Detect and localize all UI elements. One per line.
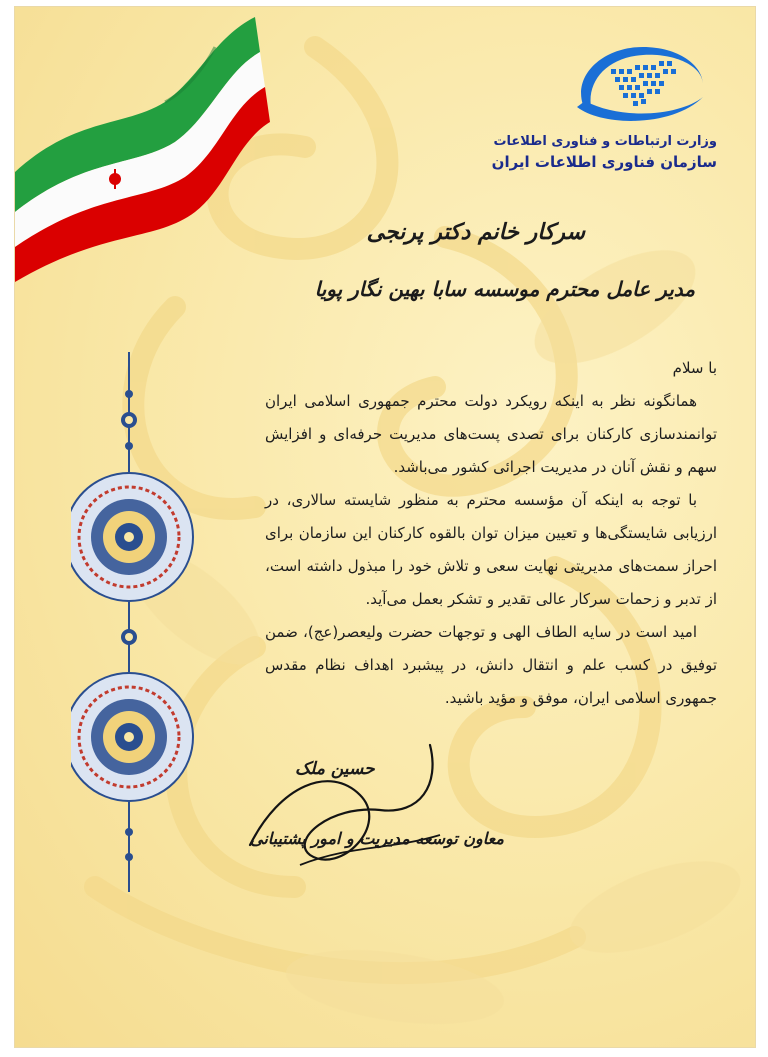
letter-body: [265, 352, 717, 715]
iran-flag-icon: [15, 7, 275, 287]
addressee-name: سرکار خانم دکتر پرنجی: [366, 219, 585, 245]
ministry-logo-icon: [563, 35, 713, 131]
signature-scribble-icon: [240, 725, 470, 895]
body-paragraph-2: با توجه به اینکه آن مؤسسه محترم به منظور شایسته سالاری، در ارزیابی شایستگی‌ها و تعیین میزان توان بالقوه کارکنان این سازمان برای احراز سمت‌های مدیریتی نهایت سعی و تلاش خود را مبذول داشته است، از تدبر و زحمات سرکار عالی تقدیر و تشکر بعمل می‌آید.: [265, 491, 717, 608]
org-line-ministry: وزارت ارتباطات و فناوری اطلاعات: [493, 134, 717, 149]
body-paragraph-1: همانگونه نظر به اینکه رویکرد دولت محترم جمهوری اسلامی ایران توانمندسازی کارکنان برای تصدی پست‌های مدیریت حرفه‌ای و افزایش سهم و نقش آنان در مدیریت اجرائی کشور می‌باشد.: [265, 392, 717, 476]
body-paragraph-3: امید است در سایه الطاف الهی و توجهات حضرت ولیعصر(عج)، ضمن توفیق در کسب علم و انتقال دانش، در پیشبرد اهداف نظام مقدس جمهوری اسلامی ایران، موفق و مؤید باشید.: [265, 623, 717, 707]
signer-name: حسین ملک: [295, 759, 375, 779]
addressee-title: مدیر عامل محترم موسسه سابا بهین نگار پویا: [314, 277, 695, 301]
greeting: با سلام: [672, 359, 717, 377]
mandala-ornament-icon: [71, 352, 211, 912]
signer-title: معاون توسعه مدیریت و امور پشتیبانی: [250, 829, 504, 848]
certificate-page: [14, 6, 756, 1048]
org-line-organization: سازمان فناوری اطلاعات ایران: [491, 153, 717, 171]
